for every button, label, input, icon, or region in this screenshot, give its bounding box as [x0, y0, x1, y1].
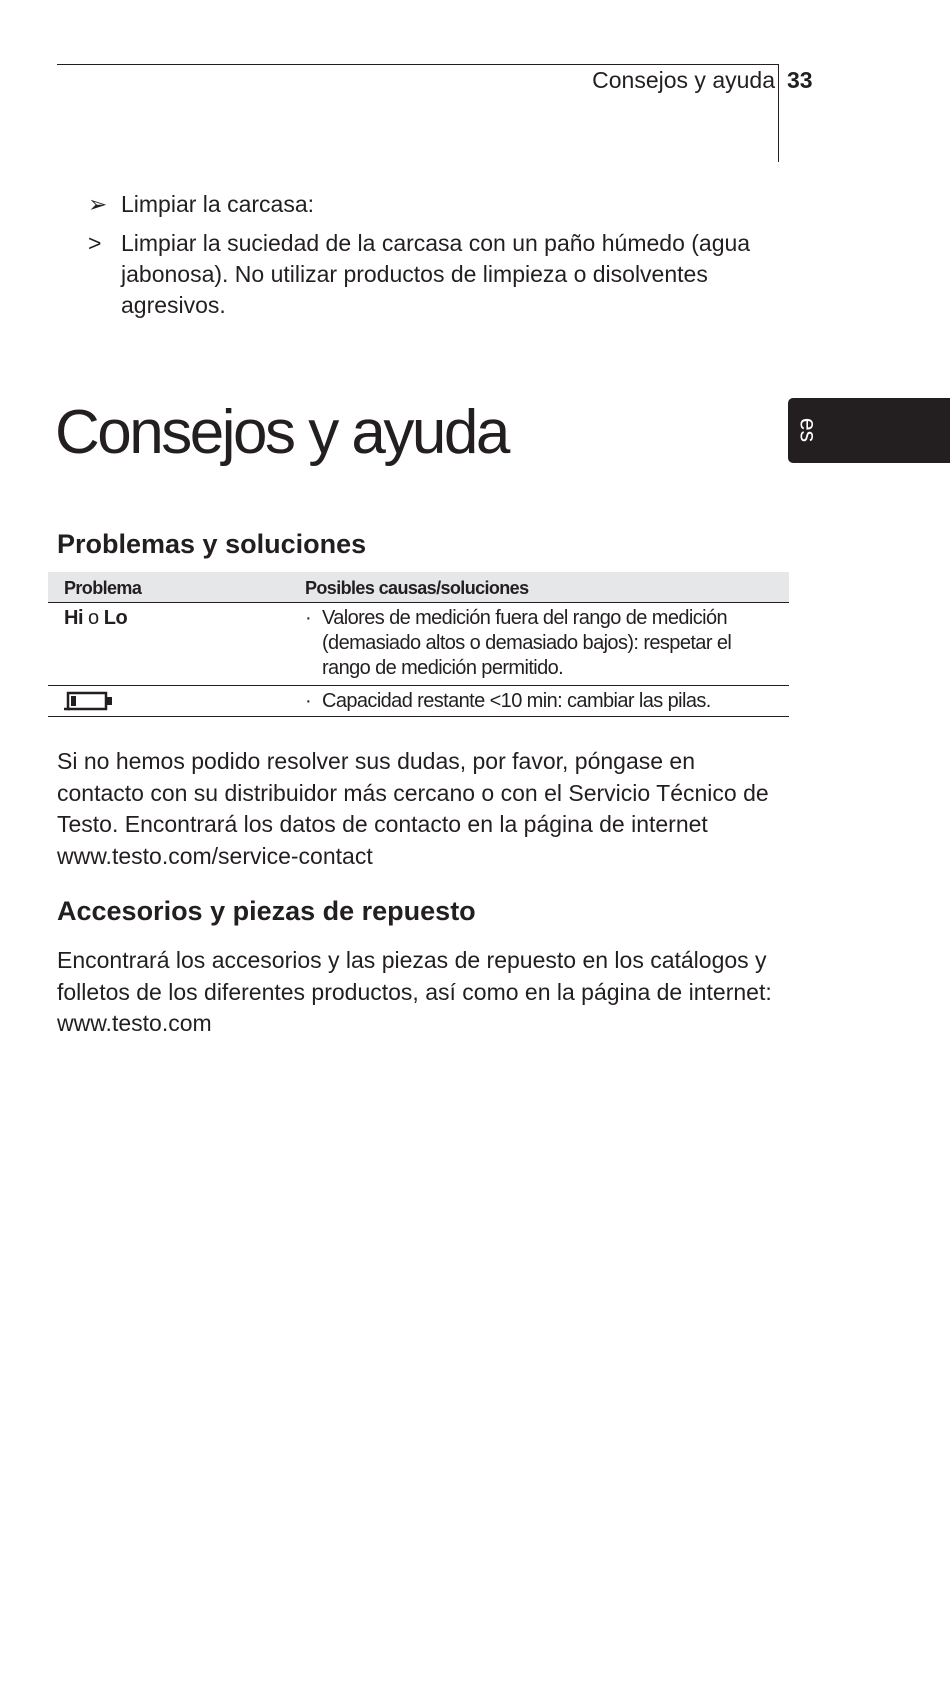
step-text: Limpiar la suciedad de la carcasa con un paño húmedo (agua jabonosa). No utilizar productos de limpieza o disolventes agresivos. [121, 230, 751, 318]
column-header-problem: Problema [64, 578, 142, 598]
bullet-dot: · [305, 690, 312, 712]
contact-paragraph: Si no hemos podido resolver sus dudas, por favor, póngase en contacto con su distribuidor más cercano o con el Servicio Técnico de Testo. Encontrará los datos de contacto en la página de internet www.testo.com/service-contact [57, 748, 769, 869]
problem-lo: Lo [103, 607, 128, 629]
page-title: Consejos y ayuda [55, 398, 508, 467]
arrow-bullet-icon: ➢ [88, 191, 108, 217]
header-vertical-rule [778, 64, 779, 162]
table-row [48, 603, 789, 686]
step-text: Limpiar la carcasa: [121, 191, 315, 217]
step-item [88, 189, 768, 220]
battery-low-icon [64, 690, 114, 717]
chevron-bullet-icon: > [88, 230, 102, 256]
table-header-row [48, 572, 789, 603]
column-header-causes: Posibles causas/soluciones [305, 578, 529, 598]
table-row [48, 686, 789, 717]
problems-table [48, 572, 789, 717]
cause-cell [305, 606, 775, 681]
bullet-dot: · [305, 607, 312, 629]
cause-text: Valores de medición fuera del rango de medición (demasiado altos o demasiado bajos): respetar el rango de medición permitido. [322, 607, 732, 679]
step-item [88, 228, 768, 321]
accessories-paragraph: Encontrará los accesorios y las piezas de repuesto en los catálogos y folletos de los diferentes productos, así como en la página de internet: www.testo.com [57, 947, 772, 1036]
page-number: 33 [787, 67, 813, 93]
section-title-problems: Problemas y soluciones [57, 529, 367, 559]
problem-hi: Hi [64, 607, 83, 629]
cause-text: Capacidad restante <10 min: cambiar las pilas. [322, 690, 711, 712]
problem-cell [64, 606, 127, 631]
language-tab-label: es [795, 417, 822, 443]
language-tab [788, 398, 950, 463]
cause-cell [305, 689, 775, 714]
running-head: Consejos y ayuda [592, 67, 775, 93]
problem-joiner: o [83, 607, 104, 629]
section-title-accessories: Accesorios y piezas de repuesto [57, 896, 476, 926]
